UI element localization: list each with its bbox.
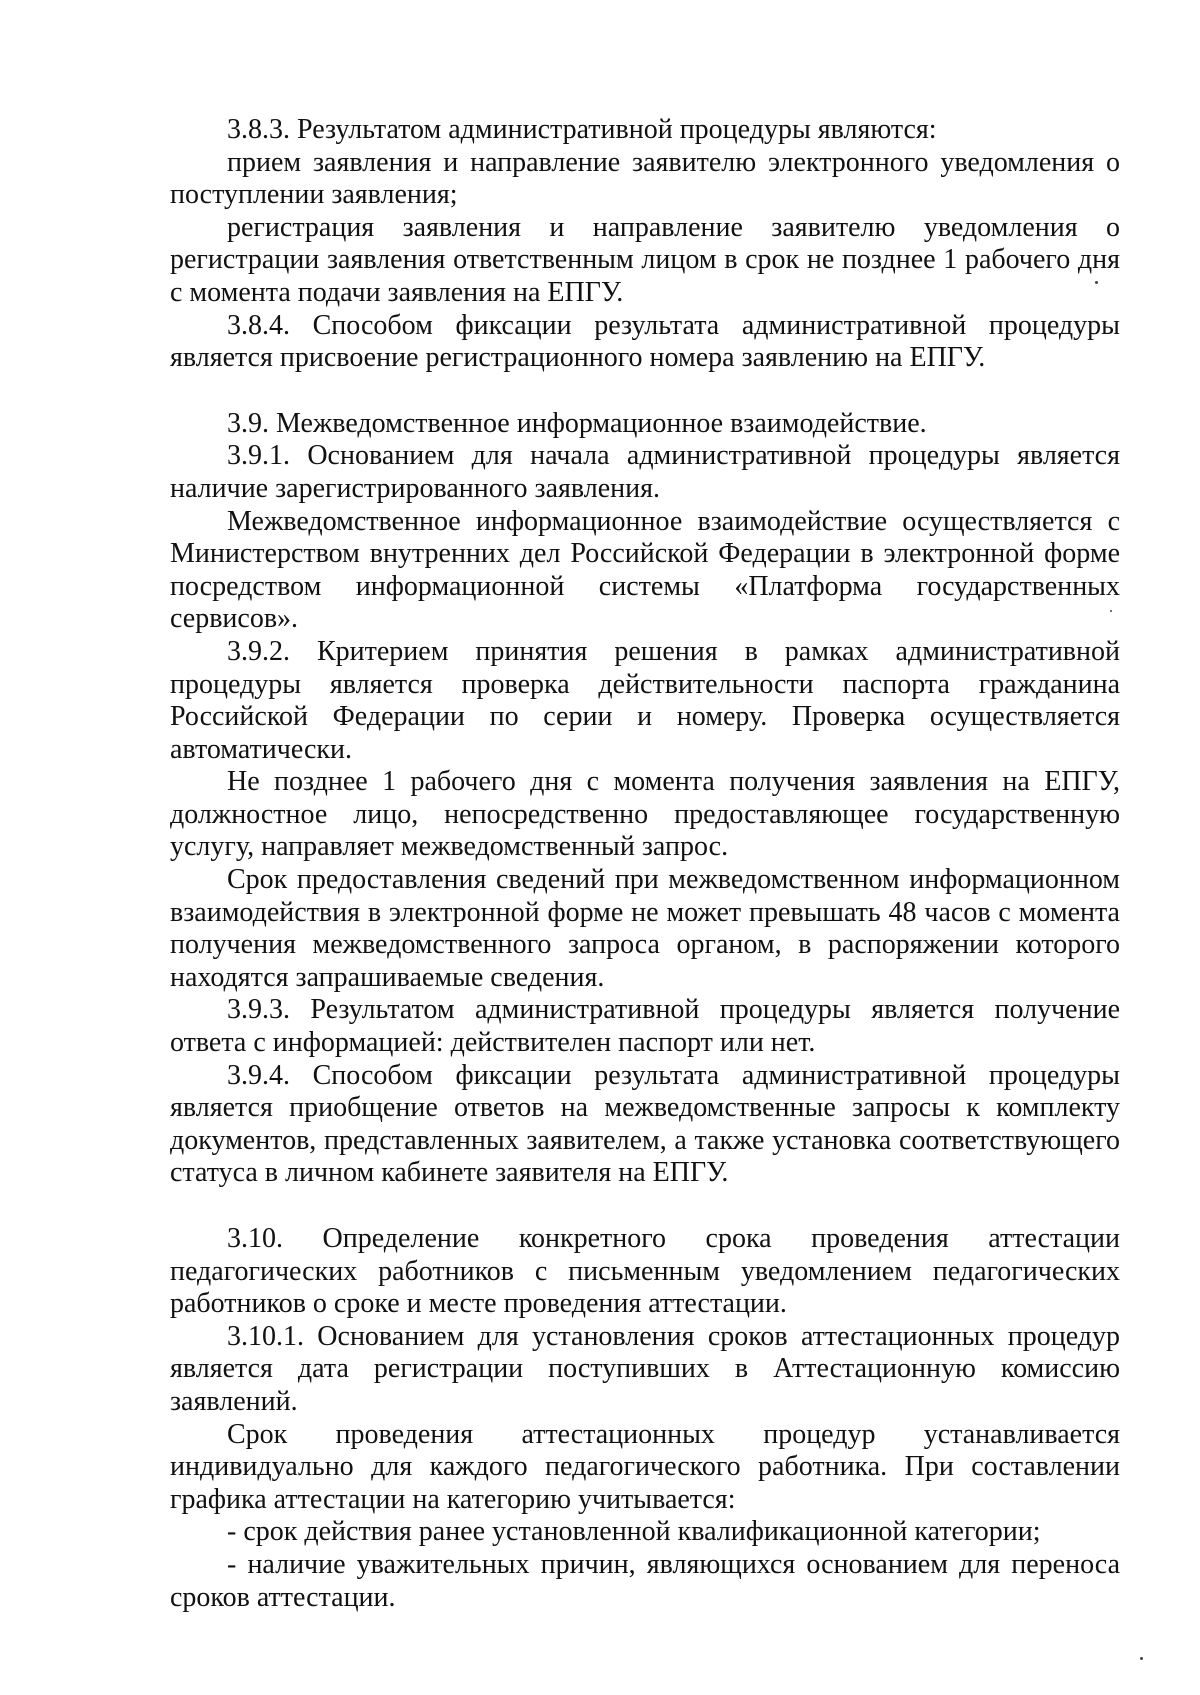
list-item-qualification-term: - срок действия ранее установленной квалификационной категории; [227,1516,1041,1548]
scan-speck [1095,281,1098,284]
paragraph-3-9-2-response-time: Срок предоставления сведений при межведомственном информационном взаимодействия в электронной форме не может превышать 48 часов с момента получения межведомственного запроса органом, в распоряжении которого находятся запрашиваемые сведения. [170,864,1120,993]
list-item-valid-reasons: - наличие уважительных причин, являющихся основанием для переноса сроков аттестации. [170,1548,1120,1613]
paragraph-3-9-2-deadline: Не позднее 1 рабочего дня с момента получения заявления на ЕПГУ, должностное лицо, непосредственно предоставляющее государственную услугу, направляет межведомственный запрос. [170,766,1120,863]
section-spacer [170,375,1120,408]
paragraph-3-8-3-item-1: прием заявления и направление заявителю электронного уведомления о поступлении заявления; [170,146,1120,211]
section-heading-3-9: 3.9. Межведомственное информационное взаимодействие. [227,407,927,439]
paragraph-3-8-4: 3.8.4. Способом фиксации результата административной процедуры является присвоение регистрационного номера заявлению на ЕПГУ. [170,309,1120,374]
paragraph-3-8-3: 3.8.3. Результатом административной процедуры являются: [227,114,937,145]
document-body [170,114,1120,1614]
scan-speck [1110,610,1112,612]
paragraph-3-9-1: 3.9.1. Основанием для начала административной процедуры является наличие зарегистрированного заявления. [170,440,1120,504]
scan-speck [1140,1657,1143,1660]
paragraph-3-9-3: 3.9.3. Результатом административной процедуры является получение ответа с информацией: действителен паспорт или нет. [170,994,1120,1059]
paragraph-3-8-3-item-2: регистрация заявления и направление заявителю уведомления о регистрации заявления ответственным лицом в срок не позднее 1 рабочего дня с момента подачи заявления на ЕПГУ. [170,211,1120,308]
section-heading-3-10: 3.10. Определение конкретного срока проведения аттестации педагогических работников с письменным уведомлением педагогических работников о сроке и месте проведения аттестации. [170,1223,1120,1320]
paragraph-3-10-1-detail: Срок проведения аттестационных процедур устанавливается индивидуально для каждого педагогического работника. При составлении графика аттестации на категорию учитывается: [170,1418,1120,1515]
paragraph-3-9-4: 3.9.4. Способом фиксации результата административной процедуры является приобщение ответов на межведомственные запросы к комплекту документов, представленных заявителем, а также установка соответствующего статуса в личном кабинете заявителя на ЕПГУ. [170,1059,1120,1189]
paragraph-3-9-2: 3.9.2. Критерием принятия решения в рамках административной процедуры является проверка действительности паспорта гражданина Российской Федерации по серии и номеру. Проверка осуществляется автоматически. [170,635,1120,765]
paragraph-3-9-1-detail: Межведомственное информационное взаимодействие осуществляется с Министерством внутренних дел Российской Федерации в электронной форме посредством информационной системы «Платформа государственных сервисов». [170,505,1120,635]
paragraph-3-10-1: 3.10.1. Основанием для установления сроков аттестационных процедур является дата регистрации поступивших в Аттестационную комиссию заявлений. [170,1320,1120,1417]
section-spacer [170,1190,1120,1223]
